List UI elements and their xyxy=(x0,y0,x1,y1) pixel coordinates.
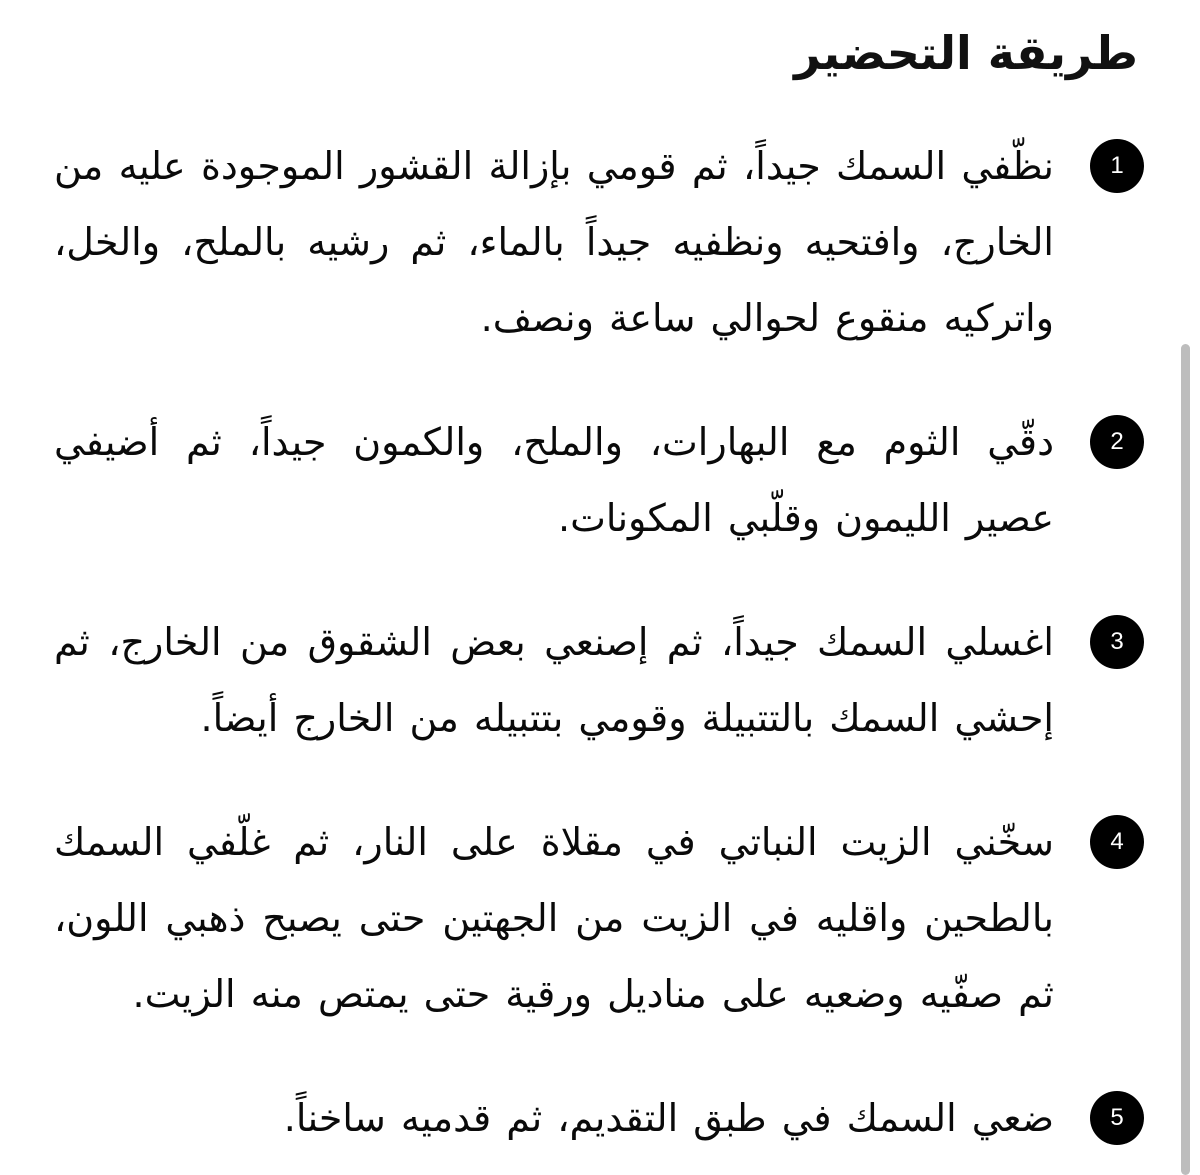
step-item xyxy=(54,604,1144,756)
section-title: طريقة التحضير xyxy=(794,26,1138,80)
step-item xyxy=(54,1080,1144,1156)
step-number-badge: 1 xyxy=(1090,139,1144,193)
step-item xyxy=(54,128,1144,356)
step-number-badge: 3 xyxy=(1090,615,1144,669)
step-text: نظّفي السمك جيداً، ثم قومي بإزالة القشور الموجودة عليه من الخارج، وافتحيه ونظفيه جيداً بالماء، ثم رشيه بالملح، والخل، واتركيه منقوع لحوالي ساعة ونصف. xyxy=(54,144,1054,340)
preparation-steps-list xyxy=(54,128,1144,1175)
step-number-badge: 5 xyxy=(1090,1091,1144,1145)
step-text: اغسلي السمك جيداً، ثم إصنعي بعض الشقوق من الخارج، ثم إحشي السمك بالتتبيلة وقومي بتتبيله من الخارج أيضاً. xyxy=(54,620,1054,740)
step-text: سخّني الزيت النباتي في مقلاة على النار، ثم غلّفي السمك بالطحين واقليه في الزيت من الجهتين حتى يصبح ذهبي اللون، ثم صفّيه وضعيه على مناديل ورقية حتى يمتص منه الزيت. xyxy=(54,820,1054,1016)
step-number-badge: 4 xyxy=(1090,815,1144,869)
step-number-badge: 2 xyxy=(1090,415,1144,469)
vertical-scrollbar[interactable] xyxy=(1181,344,1190,1175)
step-item xyxy=(54,404,1144,556)
step-text: دقّي الثوم مع البهارات، والملح، والكمون جيداً، ثم أضيفي عصير الليمون وقلّبي المكونات. xyxy=(54,420,1054,540)
step-text: ضعي السمك في طبق التقديم، ثم قدميه ساخناً. xyxy=(283,1096,1054,1140)
step-item xyxy=(54,804,1144,1032)
